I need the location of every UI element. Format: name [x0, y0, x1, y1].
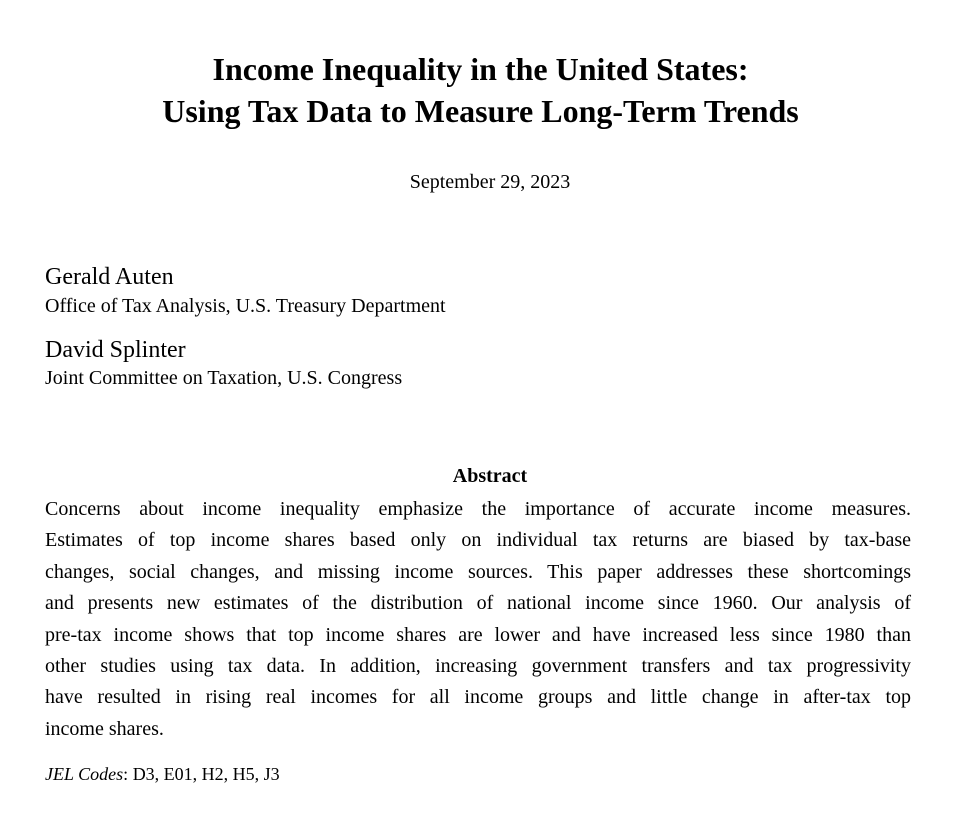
jel-label: JEL Codes	[45, 764, 124, 784]
abstract-line: other studies using tax data. In addition, increasing government transfers and tax progressivity	[45, 655, 911, 678]
abstract-line: Estimates of top income shares based only on individual tax returns are biased by tax-base	[45, 529, 911, 552]
abstract-line: changes, social changes, and missing income sources. This paper addresses these shortcomings	[45, 560, 911, 583]
jel-code-list: D3, E01, H2, H5, J3	[132, 764, 280, 784]
abstract-line: and presents new estimates of the distribution of national income since 1960. Our analysis of	[45, 592, 911, 615]
paper-title	[0, 48, 961, 132]
abstract-body	[45, 494, 911, 745]
author-name-1: Gerald Auten	[45, 264, 174, 290]
title-line-2: Using Tax Data to Measure Long-Term Trends	[162, 93, 799, 129]
abstract-line: Concerns about income inequality emphasize the importance of accurate income measures.	[45, 498, 911, 520]
jel-codes	[45, 762, 280, 786]
publication-date: September 29, 2023	[409, 171, 571, 193]
jel-separator: :	[123, 764, 133, 784]
abstract-line: pre-tax income shows that top income shares are lower and have increased less since 1980 than	[45, 623, 911, 646]
author-affiliation-1: Office of Tax Analysis, U.S. Treasury Department	[45, 295, 446, 317]
abstract-heading: Abstract	[452, 465, 528, 487]
abstract-line: income shares.	[45, 717, 164, 740]
author-affiliation-2: Joint Committee on Taxation, U.S. Congress	[45, 367, 403, 389]
author-name-2: David Splinter	[45, 337, 186, 363]
abstract-line: have resulted in rising real incomes for all income groups and little change in after-tax top	[45, 686, 911, 709]
title-line-1: Income Inequality in the United States:	[212, 51, 749, 87]
